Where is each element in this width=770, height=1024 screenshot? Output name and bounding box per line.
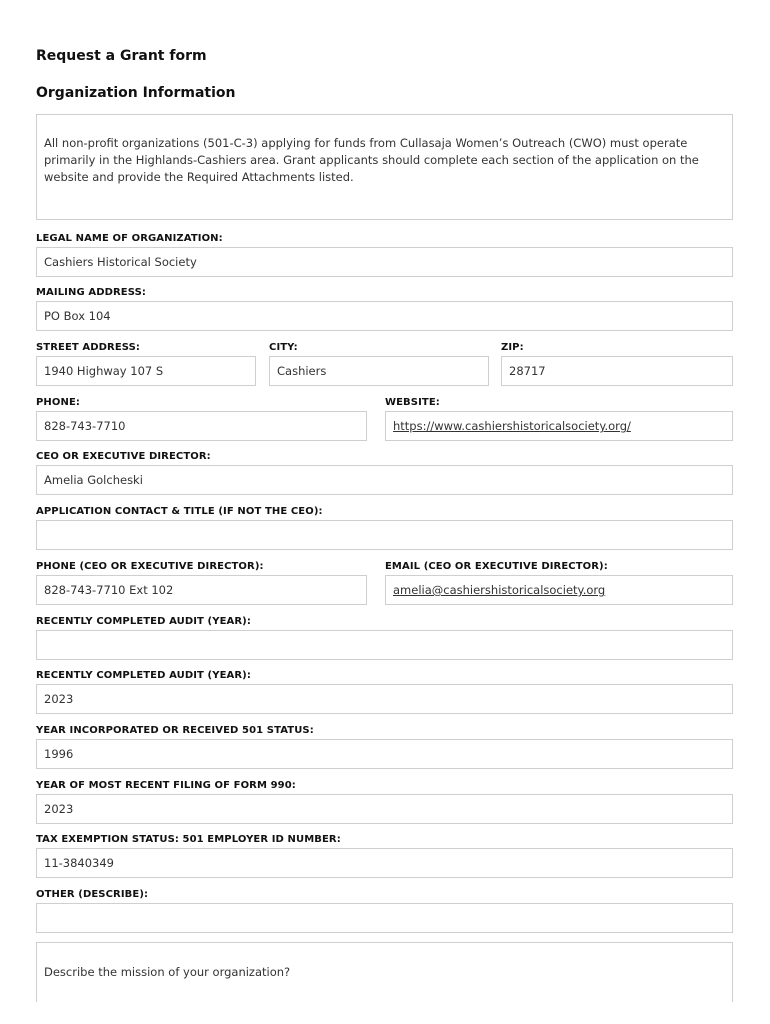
audit-year-label-2: RECENTLY COMPLETED AUDIT (YEAR): (36, 670, 251, 681)
city-field[interactable]: Cashiers (269, 356, 489, 386)
legal-name-field[interactable]: Cashiers Historical Society (36, 247, 733, 277)
website-label: WEBSITE: (385, 397, 440, 408)
phone-field[interactable]: 828-743-7710 (36, 411, 367, 441)
mailing-address-field[interactable]: PO Box 104 (36, 301, 733, 331)
legal-name-label: LEGAL NAME OF ORGANIZATION: (36, 233, 223, 244)
ceo-field[interactable]: Amelia Golcheski (36, 465, 733, 495)
zip-field[interactable]: 28717 (501, 356, 733, 386)
city-label: CITY: (269, 342, 298, 353)
street-address-label: STREET ADDRESS: (36, 342, 141, 353)
audit-year-field[interactable] (36, 630, 733, 660)
audit-year-field-2[interactable]: 2023 (36, 684, 733, 714)
section-title: Organization Information (36, 85, 236, 101)
year-incorporated-field[interactable]: 1996 (36, 739, 733, 769)
application-contact-field[interactable] (36, 520, 733, 550)
ceo-phone-label: PHONE (CEO OR EXECUTIVE DIRECTOR): (36, 561, 264, 572)
intro-text: All non-profit organizations (501-C-3) applying for funds from Cullasaja Women’s Outreach (CWO) must operate primarily in the Highlands-Cashiers area. Grant applicants should complete each section of the application on the website and provide the Required Attachments listed. (36, 114, 733, 220)
ceo-email-field[interactable] (385, 575, 733, 605)
other-label: OTHER (DESCRIBE): (36, 889, 149, 900)
ceo-label: CEO OR EXECUTIVE DIRECTOR: (36, 451, 211, 462)
ceo-email-link[interactable]: amelia@cashiershistoricalsociety.org (393, 583, 606, 597)
phone-label: PHONE: (36, 397, 80, 408)
street-address-field[interactable]: 1940 Highway 107 S (36, 356, 256, 386)
ceo-email-label: EMAIL (CEO OR EXECUTIVE DIRECTOR): (385, 561, 608, 572)
form-title: Request a Grant form (36, 48, 207, 64)
zip-label: ZIP: (501, 342, 524, 353)
form-990-label: YEAR OF MOST RECENT FILING OF FORM 990: (36, 780, 296, 791)
mission-question: Describe the mission of your organization? (44, 965, 291, 979)
ein-field[interactable]: 11-3840349 (36, 848, 733, 878)
ceo-phone-field[interactable]: 828-743-7710 Ext 102 (36, 575, 367, 605)
other-field[interactable] (36, 903, 733, 933)
form-990-field[interactable]: 2023 (36, 794, 733, 824)
mailing-address-label: MAILING ADDRESS: (36, 287, 146, 298)
year-incorporated-label: YEAR INCORPORATED OR RECEIVED 501 STATUS: (36, 725, 314, 736)
website-field[interactable] (385, 411, 733, 441)
website-link[interactable]: https://www.cashiershistoricalsociety.org/ (393, 419, 631, 433)
mission-box[interactable] (36, 942, 733, 1002)
application-contact-label: APPLICATION CONTACT & TITLE (IF NOT THE CEO): (36, 506, 323, 517)
audit-year-label: RECENTLY COMPLETED AUDIT (YEAR): (36, 616, 251, 627)
ein-label: TAX EXEMPTION STATUS: 501 EMPLOYER ID NUMBER: (36, 834, 341, 845)
